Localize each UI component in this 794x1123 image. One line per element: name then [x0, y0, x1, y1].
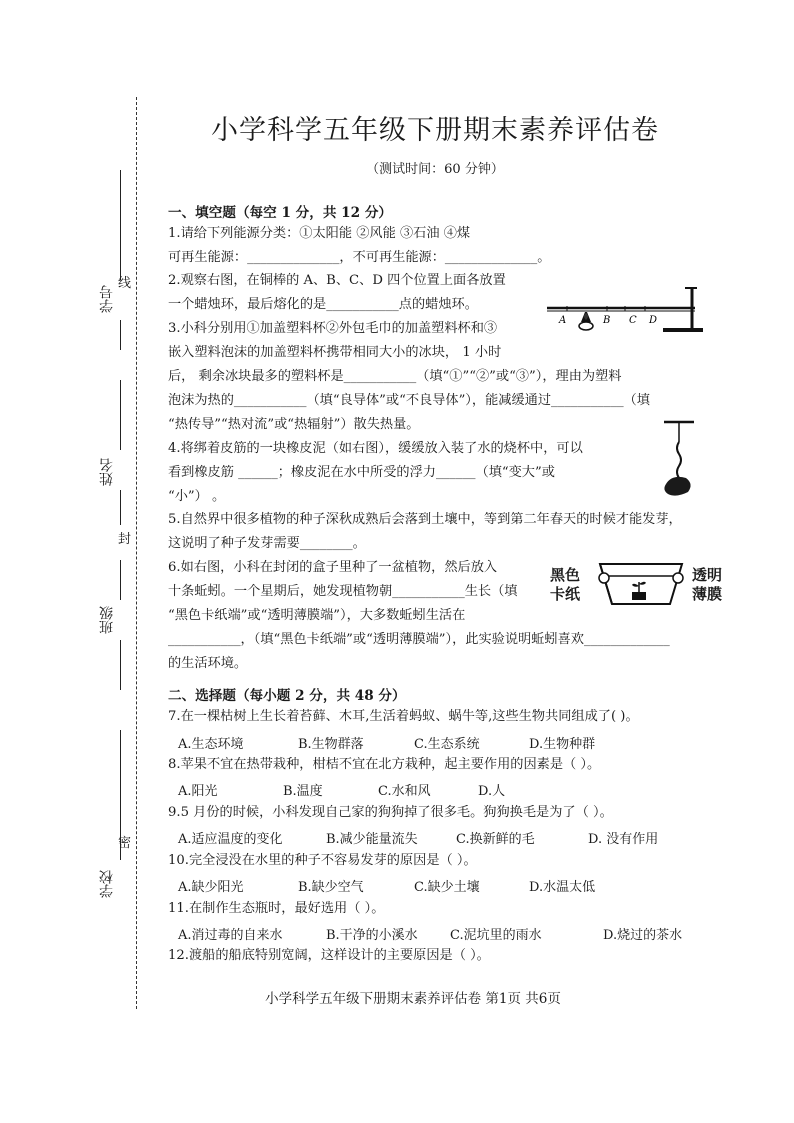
q9-stem: 9.5 月份的时候，小科发现自己家的狗狗掉了很多毛。狗狗换毛是为了（ ）。 [168, 805, 613, 820]
box-label-film-2: 薄膜 [692, 585, 723, 603]
seal-char-line: 线 [118, 276, 132, 291]
q1-answer-line: 可再生能源：______________，不可再生能源：______________。 [168, 250, 551, 265]
q4-stem-2: 看到橡皮筋 ______；橡皮泥在水中所受的浮力______（填“变大”或 [168, 465, 555, 480]
section1-heading: 一、填空题（每空 1 分，共 12 分） [168, 205, 393, 221]
q11-option-c[interactable]: C.泥坑里的雨水 [450, 928, 542, 943]
q8-option-b[interactable]: B.温度 [283, 784, 323, 799]
binding-blank-xuehao-2 [120, 320, 121, 350]
q7-option-b[interactable]: B.生物群落 [298, 737, 364, 752]
q7-option-c[interactable]: C.生态系统 [414, 737, 480, 752]
q3-stem-4: 泡沫为热的___________（填“良导体”或“不良导体”），能减缓通过___________（填 [168, 393, 650, 408]
figure-sealed-box [590, 560, 692, 612]
seal-char-secret: 密 [118, 836, 132, 851]
q9-option-d[interactable]: D. 没有作用 [588, 832, 659, 847]
q8-stem: 8.苹果不宜在热带栽种，柑桔不宜在北方栽种，起主要作用的因素是（ ）。 [168, 757, 601, 772]
page-footer: 小学科学五年级下册期末素养评估卷 第1页 共6页 [265, 991, 561, 1007]
q6-stem-5: 的生活环境。 [168, 656, 248, 671]
binding-label-name: 姓名 [99, 458, 115, 486]
box-label-black-card-1: 黑色 [550, 566, 581, 584]
box-label-film-1: 透明 [692, 566, 723, 584]
q3-stem-1: 3.小科分别用①加盖塑料杯②外包毛巾的加盖塑料杯和③ [168, 321, 498, 336]
q8-option-c[interactable]: C.水和风 [378, 784, 431, 799]
q6-stem-3: “黑色卡纸端”或“透明薄膜端”），大多数蚯蚓生活在 [168, 608, 466, 623]
q5-stem-1: 5.自然界中很多植物的种子深秋成熟后会落到土壤中，等到第二年春天的时候才能发芽， [168, 512, 682, 527]
q8-option-a[interactable]: A.阳光 [178, 784, 218, 799]
q10-option-c[interactable]: C.缺少土壤 [414, 880, 480, 895]
q7-option-d[interactable]: D.生物种群 [529, 737, 596, 752]
q11-option-a[interactable]: A.消过毒的自来水 [178, 928, 283, 943]
q9-option-b[interactable]: B.减少能量流失 [326, 832, 418, 847]
q10-option-a[interactable]: A.缺少阳光 [178, 880, 244, 895]
section2-heading: 二、选择题（每小题 2 分，共 48 分） [168, 688, 406, 704]
q10-stem: 10.完全浸没在水里的种子不容易发芽的原因是（ ）。 [168, 853, 477, 868]
seal-char-seal: 封 [118, 532, 132, 547]
binding-blank-xuehao [120, 170, 121, 280]
q3-stem-2: 嵌入塑料泡沫的加盖塑料杯携带相同大小的冰块， 1 小时 [168, 345, 502, 360]
page-title: 小学科学五年级下册期末素养评估卷 [211, 115, 659, 146]
q4-stem-3: “小”） 。 [168, 489, 226, 504]
q10-option-b[interactable]: B.缺少空气 [298, 880, 364, 895]
q1-stem: 1.请给下列能源分类：①太阳能 ②风能 ③石油 ④煤 [168, 226, 471, 241]
q9-option-a[interactable]: A.适应温度的变化 [178, 832, 283, 847]
binding-dashed-line [136, 97, 137, 1009]
figure-copper-rod [545, 282, 705, 340]
q7-option-a[interactable]: A.生态环境 [178, 737, 244, 752]
q2-stem-1: 2.观察右图，在铜棒的 A、B、C、D 四个位置上面各放置 [168, 273, 506, 288]
binding-blank-name [120, 380, 121, 450]
q4-stem-1: 4.将绑着皮筋的一块橡皮泥（如右图），缓缓放入装了水的烧杯中，可以 [168, 441, 583, 456]
rod-label-a: A [559, 315, 567, 326]
q3-stem-5: “热传导”“热对流”或“热辐射”）散失热量。 [168, 417, 420, 432]
q11-option-b[interactable]: B.干净的小溪水 [326, 928, 418, 943]
q7-stem: 7.在一棵枯树上生长着苔藓、木耳,生活着蚂蚁、蜗牛等,这些生物共同组成了( )。 [168, 709, 639, 724]
q10-option-d[interactable]: D.水温太低 [529, 880, 596, 895]
rod-label-b: B [603, 315, 611, 326]
rod-label-d: D [649, 315, 658, 326]
q11-option-d[interactable]: D.烧过的茶水 [603, 928, 683, 943]
test-duration: （测试时间：60 分钟） [366, 162, 504, 177]
binding-blank-class-2 [120, 640, 121, 690]
binding-label-class: 班级 [99, 606, 115, 634]
q6-stem-1: 6.如右图，小科在封闭的盒子里种了一盆植物，然后放入 [168, 560, 498, 575]
q6-stem-2: 十条蚯蚓。一个星期后，她发现植物朝___________生长（填 [168, 584, 518, 599]
rod-label-c: C [629, 315, 637, 326]
q6-stem-4: ___________，（填“黑色卡纸端”或“透明薄膜端”），此实验说明蚯蚓喜欢_____________ [168, 632, 670, 647]
q9-option-c[interactable]: C.换新鲜的毛 [456, 832, 535, 847]
q8-option-d[interactable]: D.人 [478, 784, 506, 799]
binding-label-school: 学校 [99, 870, 115, 898]
binding-blank-class [120, 560, 121, 600]
q3-stem-3: 后， 剩余冰块最多的塑料杯是___________（填“①”“②”或“③”），理由为塑料 [168, 369, 622, 384]
binding-blank-name-2 [120, 490, 121, 525]
box-label-black-card-2: 卡纸 [550, 585, 581, 603]
q5-stem-2: 这说明了种子发芽需要________。 [168, 536, 366, 551]
q12-stem: 12.渡船的船底特别宽阔，这样设计的主要原因是（ ）。 [168, 948, 490, 963]
q2-stem-2: 一个蜡烛环，最后熔化的是___________点的蜡烛环。 [168, 297, 478, 312]
figure-plasticine-rubber-band [658, 418, 698, 500]
q11-stem: 11.在制作生态瓶时，最好选用（ ）。 [168, 901, 385, 916]
binding-label-student-id: 学号 [99, 285, 115, 313]
